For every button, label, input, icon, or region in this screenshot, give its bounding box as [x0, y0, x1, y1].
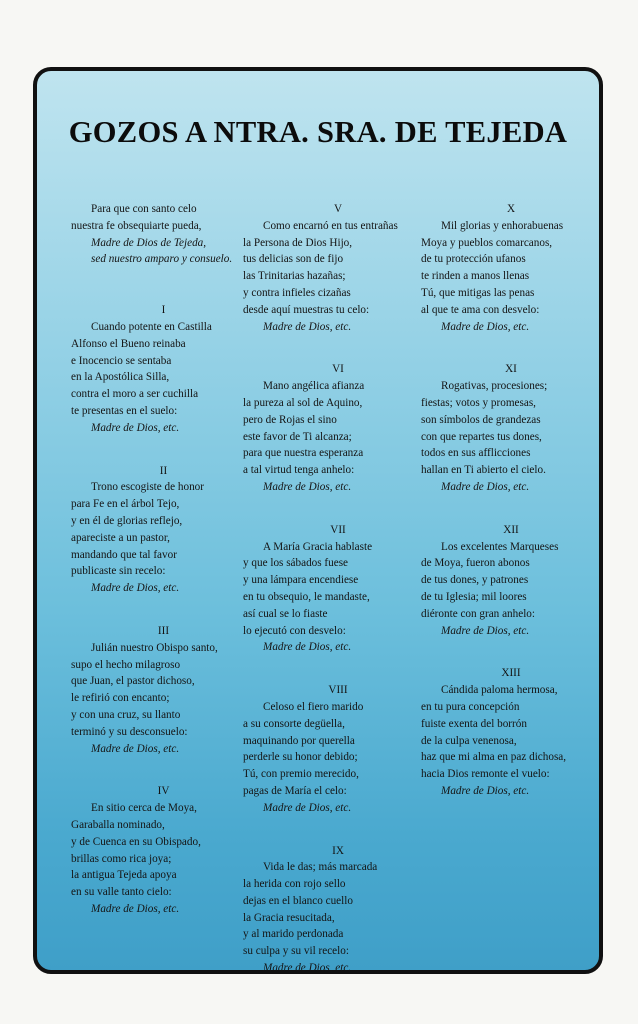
verse-line: le refirió con encanto; [71, 692, 170, 705]
verse-line: Moya y pueblos comarcanos, [421, 236, 553, 249]
stanza [71, 463, 256, 597]
verse-line: dejas en el blanco cuello [243, 894, 353, 907]
verse-line: y de Cuenca en su Obispado, [71, 835, 201, 848]
verse-line: terminó y su desconsuelo: [71, 725, 188, 738]
verse-line: Cuando potente en Castilla [91, 320, 212, 333]
stanza-number: I [161, 304, 166, 317]
verse-line: de la culpa venenosa, [421, 734, 517, 747]
verse-line: Vida le das; más marcada [263, 861, 378, 874]
stanza [243, 843, 433, 977]
verse-line: fiestas; votos y promesas, [421, 396, 536, 409]
verse-line: brillas como rica joya; [71, 852, 172, 865]
stanza-number: XII [503, 523, 519, 536]
verse-line: y una lámpara encendiese [243, 574, 359, 587]
verse-line: y en él de glorias reflejo, [71, 514, 183, 527]
verse-line: Julián nuestro Obispo santo, [91, 641, 218, 654]
verse-line: fuiste exenta del borrón [421, 717, 527, 730]
verse-line: pagas de María el celo: [243, 784, 347, 797]
verse-line: de Moya, fueron abonos [421, 557, 530, 570]
verse-line: Mano angélica afianza [263, 380, 365, 393]
stanza-number: VI [332, 363, 344, 376]
stanza [421, 201, 601, 335]
verse-line: la Persona de Dios Hijo, [243, 236, 353, 249]
column-3 [421, 201, 601, 800]
refrain-line: Madre de Dios, etc. [441, 320, 530, 333]
verse-line: y al marido perdonada [243, 928, 344, 941]
refrain-line: Madre de Dios, etc. [91, 421, 180, 434]
stanza [71, 201, 256, 268]
verse-line: al que te ama con desvelo: [421, 303, 540, 316]
verse-line: Tú, que mitigas las penas [421, 286, 535, 299]
stanza-number: V [333, 203, 343, 215]
verse-line: te rinden a manos llenas [421, 270, 530, 283]
verse-line: Celoso el fiero marido [263, 700, 364, 713]
verse-line: la antigua Tejeda apoya [71, 869, 177, 882]
refrain-line: Madre de Dios, etc. [91, 902, 180, 915]
verse-line: supo el hecho milagroso [71, 658, 181, 671]
column-1 [71, 201, 256, 918]
verse-line: diéronte con gran anhelo: [421, 607, 536, 620]
verse-line: y contra infieles cizañas [243, 286, 351, 299]
verse-line: Como encarnó en tus entrañas [263, 219, 398, 232]
verse-line: y con una cruz, su llanto [71, 708, 181, 721]
page-title: GOZOS A NTRA. SRA. DE TEJEDA [68, 115, 568, 149]
stanza [243, 201, 433, 335]
refrain-line: Madre de Dios, etc. [441, 480, 530, 493]
verse-line: la pureza al sol de Aquino, [243, 396, 363, 409]
verse-line: su culpa y su vil recelo: [243, 945, 349, 958]
stanza-number: XI [505, 363, 517, 376]
stanza [71, 783, 256, 917]
verse-line: publicaste sin recelo: [71, 565, 166, 578]
verse-line: perderle su honor debido; [243, 751, 358, 764]
verse-line: que Juan, el pastor dichoso, [71, 675, 195, 688]
verse-line: de tus dones, y patrones [421, 574, 529, 587]
verse-line: Trono escogiste de honor [91, 481, 205, 494]
verse-line: contra el moro a ser cuchilla [71, 388, 199, 401]
verse-line: este favor de Ti alcanza; [243, 430, 352, 443]
stanza [243, 522, 433, 656]
verse-line: te presentas en el suelo: [71, 404, 178, 417]
verse-line: haz que mi alma en paz dichosa, [421, 751, 567, 764]
refrain-line: Madre de Dios, etc. [263, 962, 352, 975]
stanza [71, 623, 256, 757]
refrain-line: Madre de Dios, etc. [263, 641, 352, 654]
stanza [421, 522, 601, 640]
verse-line: la herida con rojo sello [243, 878, 346, 891]
verse-line: de tu protección ufanos [421, 253, 526, 266]
verse-line: en su valle tanto cielo: [71, 886, 172, 899]
refrain-line: Madre de Dios, etc. [91, 582, 180, 595]
refrain-line: Madre de Dios, etc. [91, 742, 180, 755]
refrain-line: sed nuestro amparo y consuelo. [91, 253, 233, 266]
verse-line: hacia Dios remonte el vuelo: [421, 768, 550, 781]
verse-line: Alfonso el Bueno reinaba [71, 337, 186, 350]
stanza-number: VIII [328, 684, 348, 697]
verse-line: Los excelentes Marqueses [441, 540, 559, 553]
stanza [71, 302, 256, 436]
refrain-line: Madre de Dios, etc. [441, 784, 530, 797]
verse-line: para Fe en el árbol Tejo, [71, 498, 180, 511]
verse-line: Para que con santo celo [91, 203, 197, 215]
verse-line: la Gracia resucitada, [243, 911, 335, 924]
verse-line: hallan en Ti abierto el cielo. [421, 464, 546, 477]
verse-line: en la Apostólica Silla, [71, 371, 170, 384]
verse-line: Tú, con premio merecido, [243, 768, 359, 781]
column-2 [243, 201, 433, 977]
verse-line: son símbolos de grandezas [421, 413, 541, 426]
stanza [243, 361, 433, 495]
stanza [243, 682, 433, 816]
stanza-number: II [159, 464, 168, 477]
verse-line: a su consorte degüella, [243, 717, 345, 730]
refrain-line: Madre de Dios, etc. [441, 624, 530, 637]
verse-line: mandando que tal favor [71, 548, 177, 561]
stanza-number: IV [157, 785, 170, 798]
verse-line: maquinando por querella [243, 734, 355, 747]
verse-line: e Inocencio se sentaba [71, 354, 172, 367]
verse-line: lo ejecutó con desvelo: [243, 624, 346, 637]
refrain-line: Madre de Dios de Tejeda, [91, 236, 207, 249]
verse-line: para que nuestra esperanza [243, 447, 364, 460]
verse-line: las Trinitarias hazañas; [243, 270, 346, 283]
verse-line: y que los sábados fuese [243, 557, 349, 570]
verse-line: así cual se lo fiaste [243, 607, 328, 620]
verse-line: a tal virtud tenga anhelo: [243, 464, 355, 477]
stanza [421, 361, 601, 495]
stanza [421, 665, 601, 799]
verse-line: nuestra fe obsequiarte pueda, [71, 219, 202, 232]
verse-line: en tu pura concepción [421, 700, 520, 713]
verse-line: en tu obsequio, le mandaste, [243, 590, 370, 603]
stanza-number: IX [332, 844, 344, 857]
verse-line: A María Gracia hablaste [263, 540, 373, 553]
refrain-line: Madre de Dios, etc. [263, 801, 352, 814]
verse-line: apareciste a un pastor, [71, 531, 170, 544]
verse-line: Rogativas, procesiones; [441, 380, 548, 393]
verse-line: desde aquí muestras tu celo: [243, 303, 370, 316]
stanza-number: X [506, 203, 516, 215]
verse-line: tus delicias son de fijo [243, 253, 344, 266]
verse-line: Garaballa nominado, [71, 818, 165, 831]
verse-line: con que repartes tus dones, [421, 430, 542, 443]
verse-line: de tu Iglesia; mil loores [421, 590, 527, 603]
verse-line: pero de Rojas el sino [243, 413, 337, 426]
document-panel [33, 67, 603, 974]
verse-line: Cándida paloma hermosa, [441, 684, 558, 697]
refrain-line: Madre de Dios, etc. [263, 480, 352, 493]
verse-line: todos en sus afflicciones [421, 447, 531, 460]
verse-line: Mil glorias y enhorabuenas [441, 219, 564, 232]
stanza-number: XIII [501, 667, 521, 680]
refrain-line: Madre de Dios, etc. [263, 320, 352, 333]
stanza-number: III [157, 624, 170, 637]
verse-line: En sitio cerca de Moya, [91, 802, 197, 815]
stanza-number: VII [330, 523, 346, 536]
